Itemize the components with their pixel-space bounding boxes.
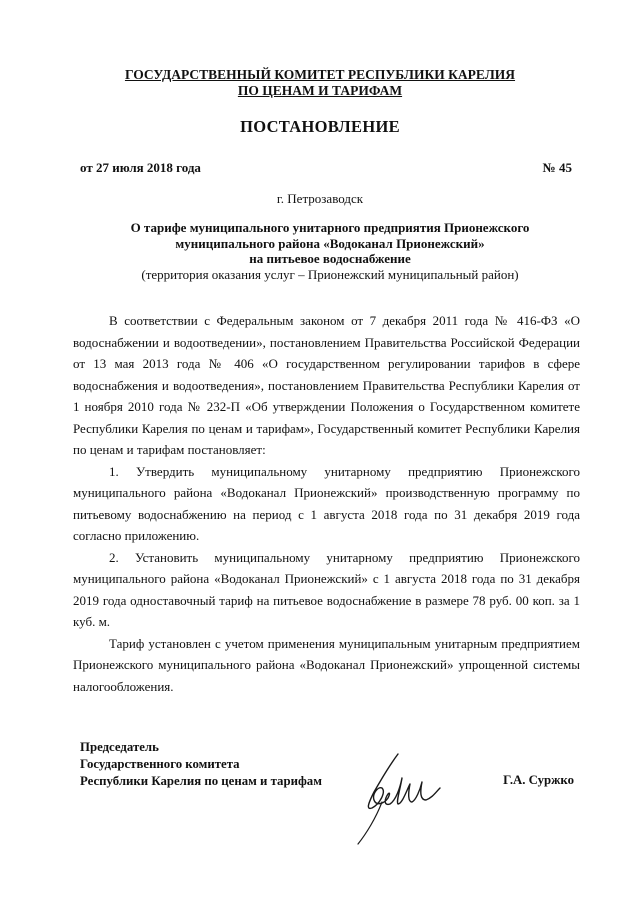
document-city: г. Петрозаводск (276, 191, 364, 206)
signer-name: Г.А. Суржко (503, 773, 574, 787)
organization-name-line1: ГОСУДАРСТВЕННЫЙ КОМИТЕТ РЕСПУБЛИКИ КАРЕЛИЯ (124, 67, 516, 82)
signatory-title-line3: Республики Карелия по ценам и тарифам (80, 774, 322, 788)
subject-line4: (территория оказания услуг – Прионежский муниципальный район) (141, 266, 519, 282)
subject-line1: О тарифе муниципального унитарного предприятия Прионежского (130, 220, 530, 235)
subject-line3: на питьевое водоснабжение (249, 251, 411, 266)
item-1-paragraph: 1. Утвердить муниципальному унитарному предприятию Прионежского муниципального района «Водоканал Прионежский» производственную программу по питьевому водоснабжению на период с 1 августа 2018 года по 31 декабря 2019 года согласно приложению. (73, 463, 580, 543)
document-body (73, 310, 580, 697)
item-2-paragraph: 2. Установить муниципальному унитарному предприятию Прионежского муниципального района «Водоканал Прионежский» с 1 августа 2018 года по 31 декабря 2019 года одноставочный тариф на питьевое водоснабжение в размере 78 руб. 00 коп. за 1 куб. м. (73, 549, 580, 629)
document-type-title: ПОСТАНОВЛЕНИЕ (240, 117, 400, 136)
document-date: от 27 июля 2018 года (80, 160, 201, 175)
document-number: № 45 (542, 160, 572, 175)
signatory-title-line2: Государственного комитета (80, 757, 240, 771)
note-paragraph: Тариф установлен с учетом применения муниципальным унитарным предприятием Прионежского муниципального района «Водоканал Прионежский» упрощенной системы налогообложения. (73, 635, 580, 694)
document-subject (80, 220, 580, 282)
handwritten-signature-icon (352, 748, 452, 848)
preamble-paragraph: В соответствии с Федеральным законом от 7 декабря 2011 года № 416-ФЗ «О водоснабжении и водоотведении», постановлением Правительства Российской Федерации от 13 мая 2013 года № 406 «О государственном регулировании тарифов в сфере водоснабжения и водоотведения», постановлением Правительства Республики Карелия от 1 ноября 2010 года № 232-П «Об утверждении Положения о Государственном комитете Республики Карелия по ценам и тарифам», Государственный комитет Республики Карелия по ценам и тарифам постановляет: (73, 313, 580, 457)
subject-line2: муниципального района «Водоканал Прионежский» (175, 235, 485, 251)
signatory-title (80, 739, 322, 790)
organization-name-line2: ПО ЦЕНАМ И ТАРИФАМ (237, 83, 403, 98)
signatory-title-line1: Председатель (80, 740, 159, 754)
